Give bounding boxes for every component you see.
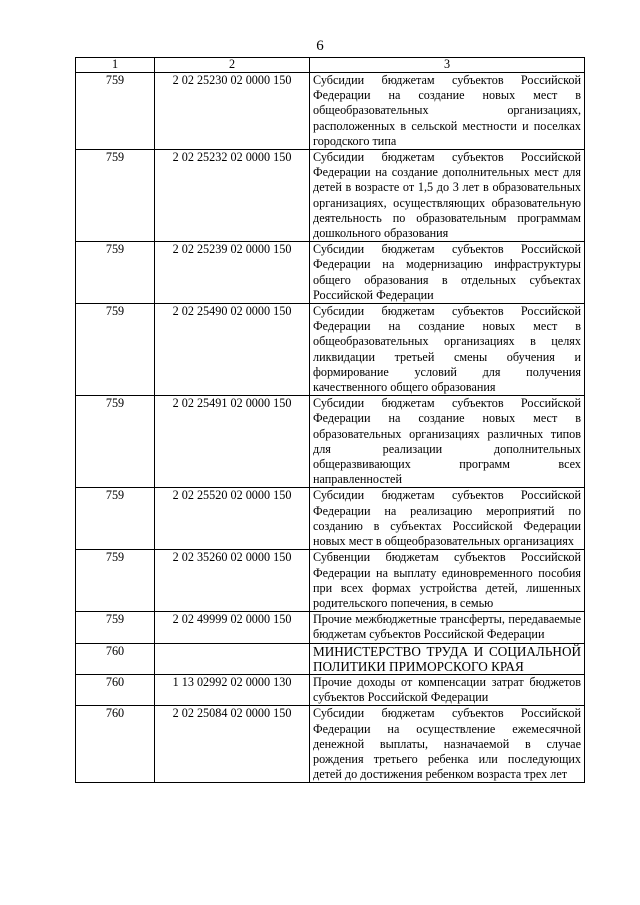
table-row — [76, 612, 585, 643]
revenue-code-cell: 2 02 25230 02 0000 150 — [155, 73, 310, 150]
admin-code-cell: 759 — [76, 242, 155, 304]
description-cell: Субсидии бюджетам субъектов Российской Федерации на создание новых мест в общеобразовательных организациях в целях ликвидации третьей смены обучения и формирование условий для получения качественного общего образования — [310, 304, 585, 396]
table-row — [76, 706, 585, 783]
table-row-ministry-heading — [76, 643, 585, 674]
table-row — [76, 73, 585, 150]
table-row — [76, 150, 585, 242]
admin-code-cell: 759 — [76, 150, 155, 242]
admin-code-cell: 759 — [76, 304, 155, 396]
budget-codes-table — [75, 57, 585, 783]
description-cell: Субсидии бюджетам субъектов Российской Федерации на создание новых мест в образовательных организациях различных типов для реализации дополнительных общеразвивающих программ всех направленностей — [310, 396, 585, 488]
admin-code-cell: 759 — [76, 612, 155, 643]
admin-code-cell: 760 — [76, 643, 155, 674]
admin-code-cell: 759 — [76, 396, 155, 488]
description-cell: Субсидии бюджетам субъектов Российской Федерации на создание дополнительных мест для детей в возрасте от 1,5 до 3 лет в образовательных организациях, осуществляющих образовательную деятельность по образовательным программам дошкольного образования — [310, 150, 585, 242]
table-row — [76, 304, 585, 396]
revenue-code-cell — [155, 643, 310, 674]
page-number: 6 — [316, 38, 324, 54]
revenue-code-cell: 2 02 25490 02 0000 150 — [155, 304, 310, 396]
admin-code-cell: 760 — [76, 706, 155, 783]
column-header: 1 — [76, 58, 155, 73]
description-cell: Субсидии бюджетам субъектов Российской Федерации на реализацию мероприятий по созданию в субъектах Российской Федерации новых мест в общеобразовательных организациях — [310, 488, 585, 550]
table-row — [76, 550, 585, 612]
description-cell: Прочие доходы от компенсации затрат бюджетов субъектов Российской Федерации — [310, 674, 585, 705]
description-cell: Субсидии бюджетам субъектов Российской Федерации на осуществление ежемесячной денежной выплаты, назначаемой в случае рождения третьего ребенка или последующих детей до достижения ребенком возраста трех лет — [310, 706, 585, 783]
revenue-code-cell: 1 13 02992 02 0000 130 — [155, 674, 310, 705]
description-cell: Субсидии бюджетам субъектов Российской Федерации на модернизацию инфраструктуры общего образования в отдельных субъектах Российской Федерации — [310, 242, 585, 304]
revenue-code-cell: 2 02 25084 02 0000 150 — [155, 706, 310, 783]
admin-code-cell: 760 — [76, 674, 155, 705]
ministry-name-cell: МИНИСТЕРСТВО ТРУДА И СОЦИАЛЬНОЙ ПОЛИТИКИ ПРИМОРСКОГО КРАЯ — [310, 643, 585, 674]
table-row — [76, 674, 585, 705]
table-row — [76, 242, 585, 304]
admin-code-cell: 759 — [76, 73, 155, 150]
admin-code-cell: 759 — [76, 550, 155, 612]
description-cell: Субвенции бюджетам субъектов Российской Федерации на выплату единовременного пособия при всех формах устройства детей, лишенных родительского попечения, в семью — [310, 550, 585, 612]
table-row — [76, 488, 585, 550]
description-cell: Прочие межбюджетные трансферты, передаваемые бюджетам субъектов Российской Федерации — [310, 612, 585, 643]
admin-code-cell: 759 — [76, 488, 155, 550]
revenue-code-cell: 2 02 25239 02 0000 150 — [155, 242, 310, 304]
column-header: 3 — [310, 58, 585, 73]
column-header: 2 — [155, 58, 310, 73]
description-cell: Субсидии бюджетам субъектов Российской Федерации на создание новых мест в общеобразовательных организациях, расположенных в сельской местности и поселках городского типа — [310, 73, 585, 150]
revenue-code-cell: 2 02 25491 02 0000 150 — [155, 396, 310, 488]
table-body — [76, 73, 585, 783]
revenue-code-cell: 2 02 25232 02 0000 150 — [155, 150, 310, 242]
table-header — [76, 58, 585, 73]
revenue-code-cell: 2 02 49999 02 0000 150 — [155, 612, 310, 643]
table-row — [76, 396, 585, 488]
revenue-code-cell: 2 02 25520 02 0000 150 — [155, 488, 310, 550]
revenue-code-cell: 2 02 35260 02 0000 150 — [155, 550, 310, 612]
